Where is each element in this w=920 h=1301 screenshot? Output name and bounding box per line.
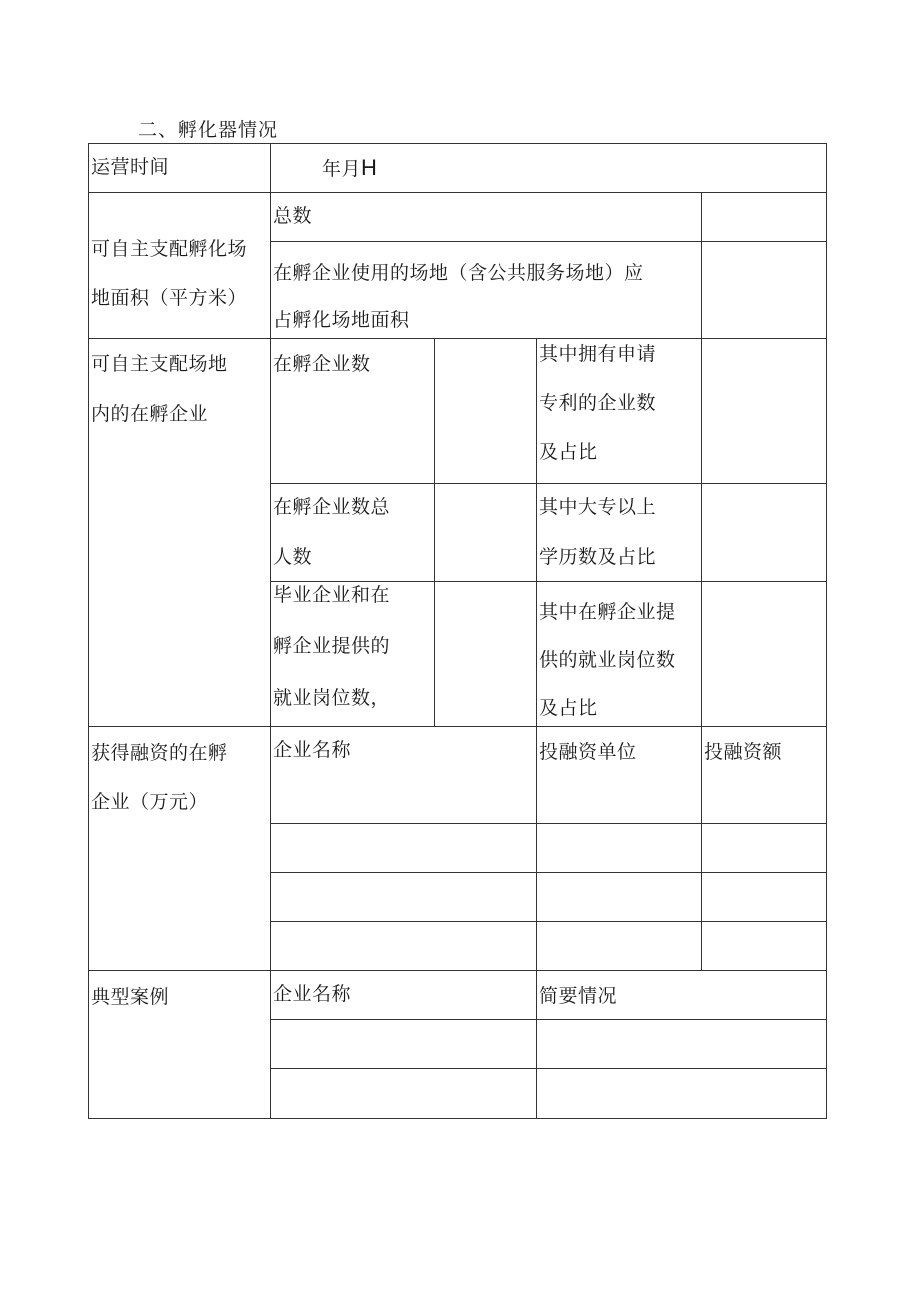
table-border-top: [88, 143, 827, 144]
ent-patent-line1: 其中拥有申请: [539, 343, 657, 365]
ent-degree-line1: 其中大专以上: [539, 496, 657, 518]
col-divider-financing-a: [536, 726, 537, 970]
operation-value: [322, 143, 377, 194]
ent-patent-line3: 及占比: [539, 441, 598, 463]
row-line-area-total: [270, 241, 827, 242]
col-divider-cases: [536, 970, 537, 1119]
ent-staff-line1: 在孵企业数总: [273, 496, 391, 518]
cases-col-summary: 简要情况: [539, 985, 618, 1007]
row-line-case-1: [270, 1068, 827, 1069]
ent-jobs-sub-line1: 其中在孵企业提: [539, 601, 676, 623]
financing-label-line2: 企业（万元）: [91, 791, 209, 813]
row-line-fin-1: [270, 872, 827, 873]
area-used-line2: 占孵化场地面积: [273, 309, 410, 331]
ent-jobs-line1: 毕业企业和在: [273, 584, 391, 606]
financing-col-amount: 投融资额: [704, 741, 783, 763]
section-title: 二、孵化器情况: [138, 119, 279, 141]
financing-col-name: 企业名称: [273, 739, 352, 761]
ent-jobs-sub-line3: 及占比: [539, 697, 598, 719]
row-line-enterprises: [88, 726, 827, 727]
ent-jobs-sub-line2: 供的就业岗位数: [539, 649, 676, 671]
row-line-fin-2: [270, 921, 827, 922]
area-total-label: 总数: [273, 205, 313, 227]
ent-jobs-line2: 孵企业提供的: [273, 635, 391, 657]
operation-value-suffix: H: [361, 155, 378, 180]
operation-label: 运营时间: [91, 156, 170, 178]
financing-label-line1: 获得融资的在孵: [91, 742, 228, 764]
ent-patent-line2: 专利的企业数: [539, 392, 657, 414]
financing-col-investor: 投融资单位: [539, 741, 637, 763]
cases-label: 典型案例: [91, 986, 170, 1008]
value-column-divider-area: [701, 192, 702, 338]
enterprises-label-line2: 内的在孵企业: [91, 403, 209, 425]
row-line-operation: [88, 192, 827, 193]
row-line-fin-header: [270, 823, 827, 824]
label-column-divider: [270, 143, 271, 1119]
area-label-line1: 可自主支配孵化场: [91, 238, 248, 260]
table-border-left: [88, 143, 89, 1119]
col-divider-enterprise-b: [536, 338, 537, 726]
ent-count-label: 在孵企业数: [273, 353, 371, 375]
table-border-bottom: [88, 1118, 827, 1119]
col-divider-enterprise-a: [434, 338, 435, 726]
ent-degree-line2: 学历数及占比: [539, 546, 657, 568]
col-divider-financing-b: [701, 726, 702, 970]
area-used-line1: 在孵企业使用的场地（含公共服务场地）应: [273, 262, 644, 284]
ent-jobs-line3: 就业岗位数，: [273, 687, 391, 709]
ent-staff-line2: 人数: [273, 546, 313, 568]
table-border-right: [826, 143, 827, 1119]
row-line-area: [88, 338, 827, 339]
area-label-line2: 地面积（平方米）: [91, 287, 248, 309]
cases-col-name: 企业名称: [273, 983, 352, 1005]
row-line-financing: [88, 970, 827, 971]
operation-value-text: 年月: [322, 158, 362, 180]
enterprises-label-line1: 可自主支配场地: [91, 353, 228, 375]
col-divider-enterprise-c: [701, 338, 702, 726]
